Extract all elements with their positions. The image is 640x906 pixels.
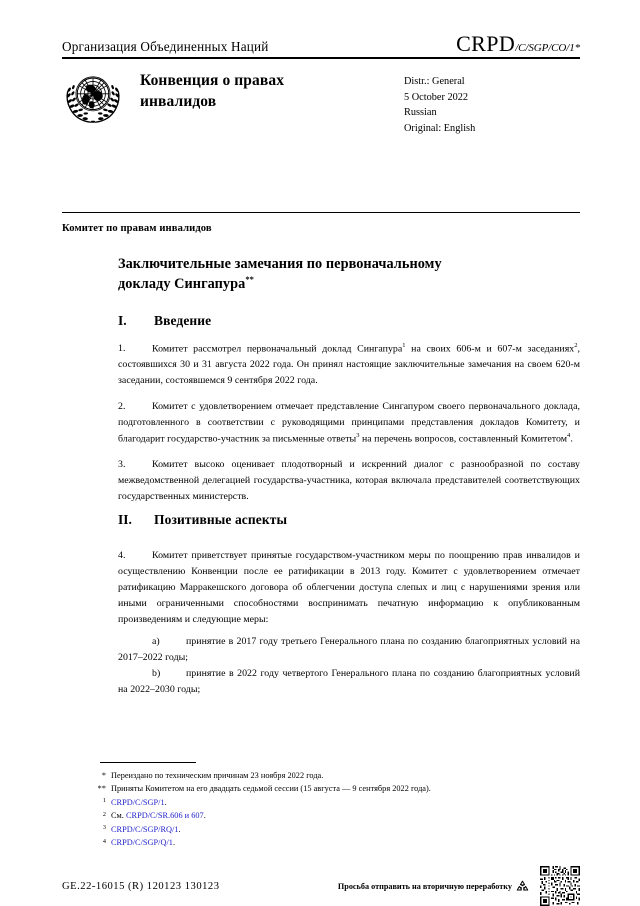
- masthead: [62, 33, 580, 137]
- paragraph-number-4: 4.: [118, 550, 126, 561]
- organization-name: Организация Объединенных Наций: [62, 39, 269, 54]
- footnote-3-link[interactable]: CRPD/C/SGP/RQ/1: [111, 824, 179, 834]
- paragraph-4: [118, 548, 580, 628]
- footnote-2-link[interactable]: CRPD/C/SR.606 и 607: [125, 811, 204, 821]
- paragraph-1-text-c: , состоявшихся 30 и 31 августа 2022 года. Он принял настоящие заключительные замечания на своем 620-м заседании, состоявшемся 9 сентября 2022 года.: [118, 343, 580, 387]
- paragraph-2-text-a: Комитет с удовлетворением отмечает представление Сингапуром своего первоначального доклада, подготовленного в соответствии с руководящими принципами представления докладов Комитету, и благодарит государство-участник за письменные ответы: [118, 401, 580, 445]
- footnote-3-suffix: .: [178, 824, 181, 834]
- paragraph-2-footref-3: 3: [356, 432, 360, 440]
- document-symbol-suffix: /C/SGP/CO/1*: [515, 42, 580, 54]
- section-title-1: Введение: [154, 313, 212, 328]
- section-title-2: Позитивные аспекты: [154, 512, 288, 527]
- paragraph-1-text-b: на своих 606-м и 607-м заседаниях: [405, 343, 575, 355]
- section-heading-positive-aspects: [118, 512, 588, 528]
- paragraph-1-text-a: Комитет рассмотрел первоначальный доклад Сингапура: [152, 343, 403, 355]
- qr-code-icon: [540, 866, 580, 906]
- footnote-marker-asterisk: *: [101, 771, 106, 780]
- distribution-original: Original: English: [404, 122, 476, 134]
- masthead-rule: [62, 57, 580, 59]
- recycle-group: [338, 866, 580, 906]
- footnote-marker-double-asterisk: **: [97, 784, 106, 794]
- convention-title: [140, 69, 398, 137]
- page-title-line-2-text: докладу Сингапура: [118, 276, 246, 293]
- footnote-2: [90, 809, 560, 822]
- section-number-1: I.: [118, 313, 127, 328]
- paragraph-3: [118, 457, 580, 505]
- page-title-footnote-marker: **: [245, 274, 254, 285]
- page-title-line-1: Заключительные замечания по первоначальному: [118, 256, 442, 272]
- footnote-1-link[interactable]: CRPD/C/SGP/1: [111, 797, 165, 807]
- footnote-double-asterisk-text: Приняты Комитетом на его двадцать седьмой сессии (15 августа — 9 сентября 2022 года).: [111, 784, 431, 794]
- convention-title-line-2: инвалидов: [140, 92, 217, 110]
- paragraph-1-footref-1: 1: [402, 342, 406, 349]
- subparagraph-b: [118, 666, 580, 698]
- page-footer: [62, 866, 580, 906]
- footnote-3: [90, 823, 560, 836]
- paragraph-3-text: Комитет высоко оценивает плодотворный и искренний диалог с разнообразной по составу межведомственной делегацией государства-участника, которая включала представителей соответствующих государственных министерств.: [118, 459, 580, 503]
- subparagraph-a-label: a): [152, 636, 160, 647]
- paragraph-number-1: 1.: [118, 343, 126, 355]
- paragraph-2-footref-4: 4: [567, 432, 571, 440]
- page-title-line-2: [118, 274, 518, 294]
- footnote-marker-4: 4: [102, 837, 106, 845]
- footnote-2-suffix: .: [203, 811, 206, 821]
- distribution-language: Russian: [404, 107, 437, 119]
- convention-title-line-1: Конвенция о правах: [140, 72, 285, 89]
- document-symbol: [456, 33, 580, 55]
- footnotes: [90, 769, 560, 850]
- committee-rule: [62, 212, 580, 213]
- footnote-double-asterisk: [90, 782, 560, 795]
- qr-code-wrapper: [540, 866, 580, 906]
- paragraph-4-text: Комитет приветствует принятые государством-участником меры по поощрению прав инвалидов и осуществлению Конвенции после ее ратификации в 2013 году. Комитет с удовлетворением отмечает ратификацию Марракешского договора об облегчении доступа слепых и лиц с нарушениями зрения или иными ограниченными способностями воспринимать печатную информацию к опубликованным произведениям и следующие меры:: [118, 550, 580, 626]
- paragraph-1: [118, 341, 580, 389]
- emblem-cell: [62, 69, 140, 137]
- paragraph-1-footref-2: 2: [574, 342, 578, 349]
- subparagraph-b-text: принятие в 2022 году четвертого Генерального плана по созданию благоприятных условий на 2022–2030 годы;: [118, 668, 580, 696]
- section-number-2: II.: [118, 512, 132, 527]
- recycle-text: Просьба отправить на вторичную переработку: [337, 881, 512, 891]
- paragraph-2: [118, 399, 580, 447]
- distribution-line: Distr.: General: [404, 76, 465, 87]
- subparagraph-b-label: b): [152, 668, 161, 679]
- masthead-body-row: [62, 69, 580, 137]
- footnote-1-suffix: .: [164, 797, 167, 807]
- paragraph-number-3: 3.: [118, 459, 126, 470]
- footnote-4: [90, 836, 560, 849]
- job-number: GE.22-16015 (R) 120123 130123: [62, 880, 220, 892]
- distribution-date: 5 October 2022: [404, 91, 469, 103]
- footnote-asterisk-text: Переиздано по техническим причинам 23 ноября 2022 года.: [111, 771, 324, 780]
- distribution-block: [398, 69, 580, 137]
- document-symbol-main: CRPD: [456, 31, 516, 56]
- paragraph-number-2: 2.: [118, 401, 126, 412]
- subparagraph-a: [118, 634, 580, 666]
- committee-name: Комитет по правам инвалидов: [62, 223, 212, 234]
- subparagraph-a-text: принятие в 2017 году третьего Генерального плана по созданию благоприятных условий на 2017–2022 годы;: [118, 636, 580, 664]
- footnote-1: [90, 796, 560, 809]
- footnote-marker-1: 1: [102, 797, 106, 805]
- paragraph-2-text-b: на перечень вопросов, составленный Комитетом: [359, 433, 568, 445]
- masthead-top-row: [62, 33, 580, 57]
- footnote-4-link[interactable]: CRPD/C/SGP/Q/1: [111, 838, 173, 848]
- footnote-2-prefix: См.: [111, 811, 126, 821]
- footnote-4-suffix: .: [172, 838, 176, 848]
- footnote-marker-2: 2: [102, 810, 106, 818]
- recycle-icon: [515, 879, 530, 894]
- section-heading-introduction: [118, 313, 588, 329]
- page-title: [118, 255, 518, 294]
- un-emblem-icon: [62, 71, 124, 127]
- footnote-asterisk: [90, 769, 560, 782]
- footnote-separator: [100, 762, 196, 763]
- paragraph-2-text-c: .: [570, 433, 573, 445]
- footnote-marker-3: 3: [102, 824, 106, 832]
